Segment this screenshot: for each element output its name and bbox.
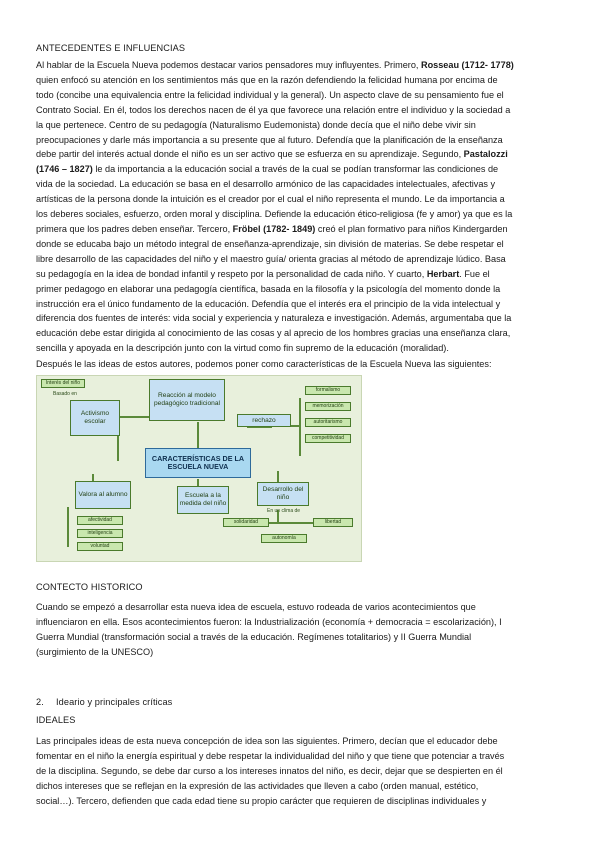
interes-nino-box: Interés del niño xyxy=(41,379,85,388)
subheading-ideales: IDEALES xyxy=(36,715,76,725)
text-line: instrucción era el único fundamento de la educación. Defendía que el interés era el principio de la vida intelectual y xyxy=(36,298,501,309)
text-line: diferencia dos fuentes de interés: vida social y experiencia y naturaleza e investigación. Además, argumentaba que la xyxy=(36,313,512,324)
basado-en-label: Basado en xyxy=(53,391,77,397)
text-line: primer pedagogo en elaborar una pedagogía científica, basada en la filosofía y la psicología del momento donde la xyxy=(36,283,501,294)
activismo-box: Activismo escolar xyxy=(70,400,120,436)
text-line: Guerra Mundial (transformación social a través de la educación. Regímenes totalitarios) y II Guerra Mundial xyxy=(36,631,472,642)
connector xyxy=(117,416,149,418)
desarrollo-box: Desarrollo del niño xyxy=(257,482,309,506)
rejected-competitividad: competitividad xyxy=(305,434,351,443)
text-line: de la disciplina. Segundo, se debe dar curso a los intereses innatos del niño, es decir, dejar que se despierten en él xyxy=(36,765,503,776)
text-line: primera que los padres deben enseñar. Tercero, Fröbel (1782- 1849) creó el plan formativo para niños Kindergarden xyxy=(36,223,508,234)
section-title-ideario: Ideario y principales críticas xyxy=(56,697,173,707)
climate-libertad: libertad xyxy=(313,518,353,527)
rejected-memorizacion: memorización xyxy=(305,402,351,411)
valora-box: Valora al alumno xyxy=(75,481,131,509)
text-line: la que pertenece. Centro de su pedagogía (Naturalismo Eudemonista) donde decía que el niño debe vivir sin xyxy=(36,119,476,130)
connector xyxy=(299,398,301,456)
paragraph-antecedentes xyxy=(36,58,564,356)
rejected-formalismo: formalismo xyxy=(305,386,351,395)
text-line: su pedagogía en la idea de bondad infantil y respeto por la personalidad de cada niño. Y cuarto, Herbart. Fue el xyxy=(36,268,490,279)
section-number: 2. xyxy=(36,697,44,707)
center-box: CARACTERÍSTICAS DE LA ESCUELA NUEVA xyxy=(145,448,251,478)
text-line: Contrato Social. En él, todos los derechos nacen de él ya que favorece una relación entre el individuo y la sociedad a xyxy=(36,104,511,115)
text-line: social…). Tercero, defienden que cada edad tiene su propio carácter que requieren de disciplinas individuales y xyxy=(36,795,487,806)
text-line: influenciaron en ella. Esos acontecimientos fueron: la Industrialización (economía + democracia = escolarización), I xyxy=(36,616,502,627)
text-line: sencilla y apoyada en la descripción junto con la virtud como fin supremo de la educación (moralidad). xyxy=(36,343,449,354)
text-line: todo (concibe una equivalencia entre la felicidad individual y la general). Un aspecto clave de su pensamiento fue el xyxy=(36,89,504,100)
clima-label: En un clima de xyxy=(267,508,301,514)
text-line: dichos intereses que se reflejan en la expresión de las actividades que lleven a cabo (orden manual, estético, xyxy=(36,780,479,791)
paragraph-ideales xyxy=(36,734,564,809)
value-inteligencia: inteligencia xyxy=(77,529,123,538)
text-line: vida de la sociedad. La educación se basa en el desarrollo armónico de las capacidades intelectuales, afectivas y xyxy=(36,179,496,190)
rejected-autoritarismo: autoritarismo xyxy=(305,418,351,427)
text-line: debe partir del interés actual donde el niño es un ser activo que se esfuerza en su aprendizaje. Segundo, Pastalozzi xyxy=(36,149,508,160)
paragraph-intro-map: Después le las ideas de estos autores, podemos poner como características de la Escuela Nueva las siguientes: xyxy=(36,359,492,369)
value-voluntad: voluntad xyxy=(77,542,123,551)
text-line: donde se educaba bajo un método integral de enseñanza-aprendizaje, sin división de materias. Se debe respetar el xyxy=(36,238,504,249)
text-line: educación debe estar dirigida al conocimiento de las cosas y al aprecio de los hombres gracias una enseñanza clara, xyxy=(36,328,511,339)
section-heading-contexto: CONTECTO HISTORICO xyxy=(36,582,143,592)
climate-solidaridad: solidaridad xyxy=(223,518,269,527)
text-line: libre desarrollo de las capacidades del niño y el maestro guía/ orienta gracias al método de aprendizaje lúdico. Basa xyxy=(36,253,506,264)
section-heading-antecedentes: ANTECEDENTES E INFLUENCIAS xyxy=(36,43,186,53)
value-afectividad: afectividad xyxy=(77,516,123,525)
text-line: los deberes sociales, esfuerzo, orden moral y disciplina. Defiende la educación ético-religiosa (fe y amor) ya que es la xyxy=(36,209,513,220)
connector xyxy=(197,422,199,450)
paragraph-contexto xyxy=(36,600,564,660)
connector xyxy=(291,425,301,427)
connector xyxy=(67,507,69,547)
text-line: Las principales ideas de esta nueva concepción de idea son las siguientes. Primero, decían que el educador debe xyxy=(36,736,498,746)
text-line: Cuando se empezó a desarrollar esta nueva idea de escuela, estuvo rodeada de varios acontecimientos que xyxy=(36,602,476,612)
climate-autonomia: autonomía xyxy=(261,534,307,543)
text-line: Al hablar de la Escuela Nueva podemos destacar varios pensadores muy influyentes. Primero, Rosseau (1712- 1778) xyxy=(36,60,514,70)
text-line: preocupaciones y darle más importancia a su presente que al futuro. Defendía que la planificación de la enseñanza xyxy=(36,134,503,145)
text-line: (surgimiento de la UNESCO) xyxy=(36,646,154,657)
text-line: fomentar en el niño la energía espiritual y debe respetar la individualidad del niño y que tiene que potenciar a través xyxy=(36,750,505,761)
escuela-medida-box: Escuela a la medida del niño xyxy=(177,486,229,514)
rechazo-box: rechazo xyxy=(237,414,291,427)
concept-map-figure xyxy=(36,375,362,562)
text-line: quien enfocó su atención en los sentimientos más que en la razón defendiendo la felicidad humana por encima de xyxy=(36,74,498,85)
text-line: (1746 – 1827) le da importancia a la educación social a través de la cual se podían transformar las condiciones de xyxy=(36,164,499,175)
reaccion-box: Reacción al modelo pedagógico tradicional xyxy=(149,379,225,421)
text-line: artísticas de la persona donde la intuición es el creador por el cual el niño representa el mundo. Le da importancia a xyxy=(36,194,505,205)
